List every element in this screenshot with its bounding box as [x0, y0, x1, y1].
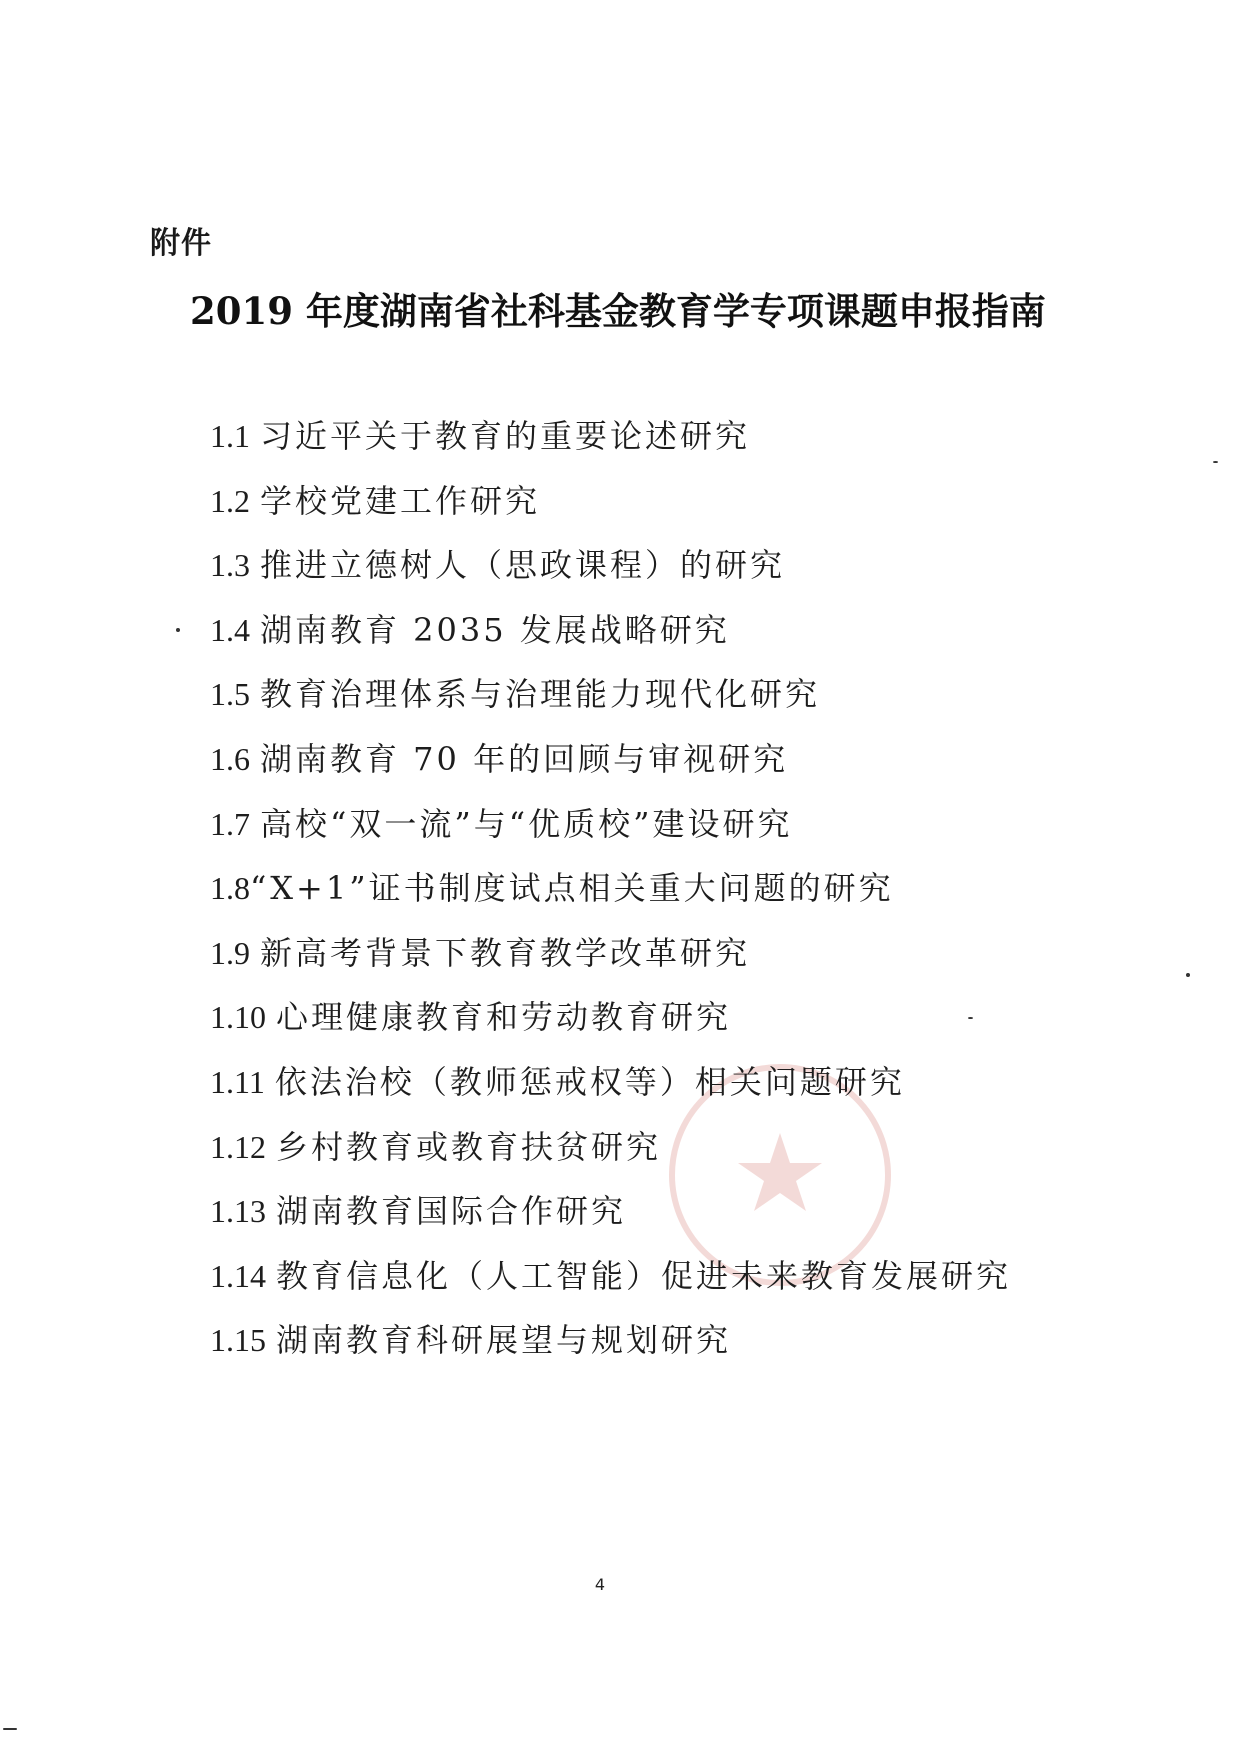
- list-item: [210, 404, 1011, 469]
- topic-number: 1.9: [210, 934, 250, 971]
- list-item: [210, 598, 1011, 663]
- list-item: [210, 1115, 1011, 1180]
- topic-number: 1.13: [210, 1193, 266, 1230]
- topic-text: 湖南教育科研展望与规划研究: [276, 1321, 732, 1360]
- list-item: [210, 1050, 1011, 1115]
- list-item: [210, 533, 1011, 598]
- topic-number: 1.6: [210, 740, 250, 777]
- topic-text: 湖南教育 70 年的回顾与审视研究: [260, 739, 789, 778]
- topic-number: 1.15: [210, 1322, 266, 1359]
- topic-number: 1.1: [210, 418, 250, 454]
- scan-speck: [1213, 461, 1218, 463]
- topic-text: 习近平关于教育的重要论述研究: [260, 417, 751, 455]
- list-item: [210, 792, 1011, 857]
- topic-text: 湖南教育国际合作研究: [276, 1192, 627, 1231]
- topic-number: 1.14: [210, 1257, 266, 1294]
- topic-number: 1.8: [210, 870, 250, 907]
- topic-text: 新高考背景下教育教学改革研究: [260, 933, 751, 972]
- scan-speck: [1186, 973, 1190, 977]
- topic-number: 1.3: [210, 547, 250, 584]
- topic-number: 1.2: [210, 482, 250, 519]
- list-item: [210, 469, 1011, 534]
- scan-speck: [968, 1017, 973, 1019]
- scan-speck: [176, 628, 180, 632]
- topic-text: 教育信息化（人工智能）促进未来教育发展研究: [276, 1256, 1012, 1295]
- list-item: [210, 921, 1011, 986]
- topic-list: [210, 404, 1011, 1373]
- topic-text: 高校“双一流”与“优质校”建设研究: [260, 804, 793, 843]
- topic-text: 乡村教育或教育扶贫研究: [276, 1127, 662, 1166]
- topic-text: “X+1”证书制度试点相关重大问题的研究: [250, 869, 894, 908]
- page-title: 2019 年度湖南省社科基金教育学专项课题申报指南: [190, 289, 1046, 333]
- topic-number: 1.4: [210, 611, 250, 648]
- topic-text: 依法治校（教师惩戒权等）相关问题研究: [274, 1062, 905, 1101]
- topic-number: 1.10: [210, 999, 266, 1036]
- topic-text: 教育治理体系与治理能力现代化研究: [260, 675, 821, 714]
- topic-text: 学校党建工作研究: [260, 481, 541, 520]
- topic-number: 1.12: [210, 1128, 266, 1165]
- topic-number: 1.7: [210, 805, 250, 842]
- topic-text: 推进立德树人（思政课程）的研究: [260, 546, 786, 585]
- list-item: [210, 662, 1011, 727]
- topic-text: 心理健康教育和劳动教育研究: [276, 998, 732, 1037]
- list-item: [210, 1308, 1011, 1373]
- attachment-label: 附件: [150, 226, 212, 261]
- list-item: [210, 856, 1011, 921]
- list-item: [210, 1244, 1011, 1309]
- topic-text: 湖南教育 2035 发展战略研究: [260, 610, 730, 649]
- list-item: [210, 985, 1011, 1050]
- page-number: 4: [594, 1575, 606, 1594]
- list-item: [210, 727, 1011, 792]
- list-item: [210, 1179, 1011, 1244]
- topic-number: 1.5: [210, 676, 250, 713]
- topic-number: 1.11: [210, 1063, 265, 1100]
- scan-speck: [3, 1728, 17, 1730]
